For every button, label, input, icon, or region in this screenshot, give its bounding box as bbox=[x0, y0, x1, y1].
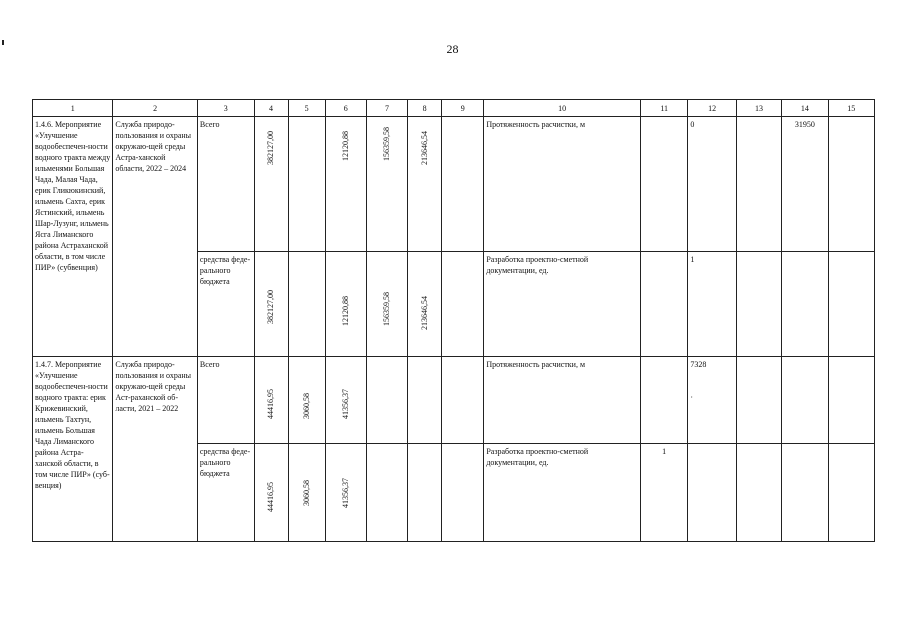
value-cell bbox=[828, 444, 874, 542]
amount-value: 41356,37 bbox=[340, 478, 350, 508]
value-cell bbox=[828, 117, 874, 252]
amount-cell bbox=[288, 117, 325, 252]
col-header: 6 bbox=[325, 100, 366, 117]
amount-cell bbox=[408, 444, 442, 542]
col-header: 9 bbox=[442, 100, 484, 117]
measure-cell: 1.4.6. Мероприятие «Улучшение водообеспечен-ности водного тракта между ильменями Большая Чада, Малая Чада, ерик Гликюкинский, ильмень Сахта, ерик Ястинский, ильмень Шар-Лузунг, ильмень Ясга Лиманского района Астраханской области, в том числе ПИР» (субвенция) bbox=[33, 117, 113, 357]
stray-mark: · bbox=[690, 393, 694, 402]
col-header: 3 bbox=[197, 100, 254, 117]
amount-value: 44416,95 bbox=[266, 389, 276, 419]
amount-value: 12120,88 bbox=[340, 296, 350, 326]
amount-cell bbox=[325, 117, 366, 252]
amount-cell bbox=[288, 357, 325, 444]
amount-cell bbox=[442, 444, 484, 542]
amount-value: 382127,00 bbox=[266, 131, 276, 165]
col-header: 4 bbox=[254, 100, 288, 117]
amount-value: 41356,37 bbox=[340, 389, 350, 419]
amount-value: 156359,58 bbox=[381, 127, 391, 161]
value-cell bbox=[640, 117, 687, 252]
amount-cell bbox=[408, 357, 442, 444]
col-header: 5 bbox=[288, 100, 325, 117]
col-header: 13 bbox=[736, 100, 781, 117]
value-cell bbox=[782, 444, 828, 542]
amount-value: 213646,54 bbox=[419, 296, 429, 330]
value-cell: 0 bbox=[688, 117, 736, 252]
page-number: 28 bbox=[446, 42, 459, 56]
amount-cell bbox=[254, 252, 288, 357]
value-cell: 1 bbox=[688, 252, 736, 357]
budget-table bbox=[32, 99, 875, 542]
amount-cell bbox=[254, 444, 288, 542]
source-cell: средства феде-рального бюджета bbox=[197, 444, 254, 542]
table-row bbox=[33, 357, 875, 444]
col-header: 15 bbox=[828, 100, 874, 117]
value-cell bbox=[828, 252, 874, 357]
indicator-cell: Разработка проектно-сметной документации, ед. bbox=[484, 444, 641, 542]
col-header: 12 bbox=[688, 100, 736, 117]
value-cell: 1 bbox=[640, 444, 687, 542]
value-cell bbox=[828, 357, 874, 444]
amount-cell bbox=[442, 252, 484, 357]
amount-cell bbox=[366, 444, 407, 542]
value-cell bbox=[640, 252, 687, 357]
value-cell bbox=[736, 117, 781, 252]
amount-cell bbox=[442, 357, 484, 444]
value-cell bbox=[736, 357, 781, 444]
value-cell bbox=[782, 357, 828, 444]
header-row bbox=[33, 100, 875, 117]
value-cell bbox=[640, 357, 687, 444]
col-header: 14 bbox=[782, 100, 828, 117]
value-cell: 31950 bbox=[782, 117, 828, 252]
source-cell: средства феде-рального бюджета bbox=[197, 252, 254, 357]
amount-value: 12120,88 bbox=[340, 131, 350, 161]
value-cell bbox=[736, 252, 781, 357]
amount-cell bbox=[325, 252, 366, 357]
amount-value: 44416,95 bbox=[266, 482, 276, 512]
amount-cell bbox=[325, 444, 366, 542]
executor-cell: Служба природо-пользования и охраны окружаю-щей среды Астра-ханской области, 2022 – 2024 bbox=[113, 117, 198, 357]
source-cell: Всего bbox=[197, 357, 254, 444]
amount-cell bbox=[366, 117, 407, 252]
amount-value: 382127,00 bbox=[266, 290, 276, 324]
amount-cell bbox=[442, 117, 484, 252]
amount-cell bbox=[408, 117, 442, 252]
value-cell: 7328 · bbox=[688, 357, 736, 444]
indicator-cell: Протяженность расчистки, м bbox=[484, 357, 641, 444]
source-cell: Всего bbox=[197, 117, 254, 252]
measure-cell: 1.4.7. Мероприятие «Улучшение водообеспечен-ности водного тракта: ерик Крижевинский, ильмень Тахтун, ильмень Большая Чада Лиманского района Астра-ханской области, в том числе ПИР» (суб-венция) bbox=[33, 357, 113, 542]
amount-cell bbox=[325, 357, 366, 444]
col-header: 11 bbox=[640, 100, 687, 117]
table-row bbox=[33, 117, 875, 252]
amount-cell bbox=[366, 252, 407, 357]
amount-value: 3060,58 bbox=[301, 480, 311, 506]
col-header: 8 bbox=[408, 100, 442, 117]
executor-cell: Служба природо-пользования и охраны окружаю-щей среды Аст-раханской об-ласти, 2021 – 2022 bbox=[113, 357, 198, 542]
amount-value: 213646,54 bbox=[419, 131, 429, 165]
amount-cell bbox=[288, 444, 325, 542]
value-cell bbox=[736, 444, 781, 542]
col-header: 2 bbox=[113, 100, 198, 117]
amount-cell bbox=[408, 252, 442, 357]
value-cell bbox=[782, 252, 828, 357]
amount-cell bbox=[254, 117, 288, 252]
col-header: 7 bbox=[366, 100, 407, 117]
indicator-cell: Разработка проектно-сметной документации, ед. bbox=[484, 252, 641, 357]
amount-cell bbox=[366, 357, 407, 444]
amount-cell bbox=[254, 357, 288, 444]
amount-value: 3060,58 bbox=[301, 393, 311, 419]
amount-cell bbox=[288, 252, 325, 357]
col-header: 1 bbox=[33, 100, 113, 117]
indicator-cell: Протяженность расчистки, м bbox=[484, 117, 641, 252]
amount-value: 156359,58 bbox=[381, 292, 391, 326]
col-header: 10 bbox=[484, 100, 641, 117]
value-cell bbox=[688, 444, 736, 542]
